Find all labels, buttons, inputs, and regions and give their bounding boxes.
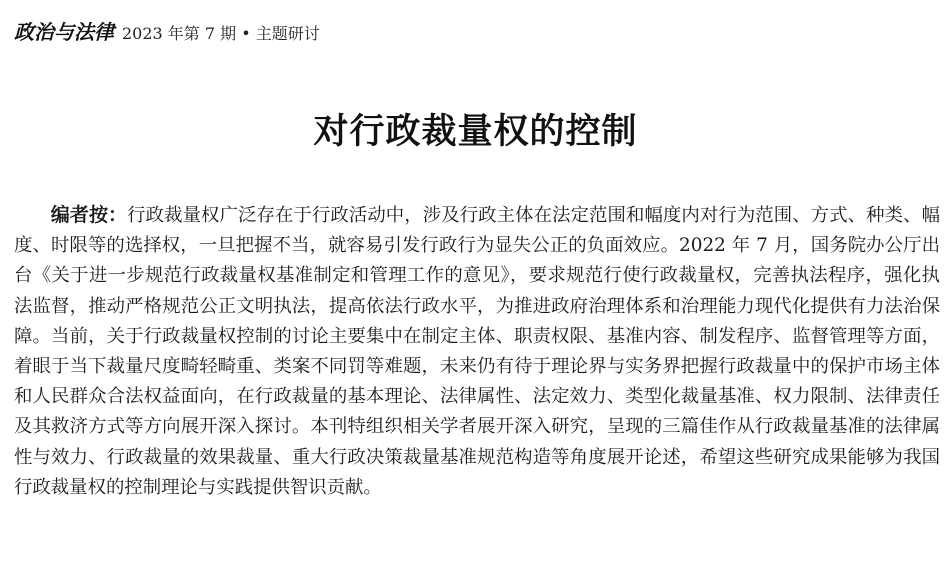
journal-logo: 政治与法律 [14,20,114,44]
running-header [14,16,320,45]
editor-note-text: 行政裁量权广泛存在于行政活动中，涉及行政主体在法定范围和幅度内对行为范围、方式、种类、幅度、时限等的选择权，一旦把握不当，就容易引发行政行为显失公正的负面效应。2022 年 7 月，国务院办公厅出台《关于进一步规范行政裁量权基准制定和管理工作的意见》，要求规范行使行政裁量权，完善执法程序，强化执法监督，推动严格规范公正文明执法，提高依法行政水平，为推进政府治理体系和治理能力现代化提供有力法治保障。当前，关于行政裁量权控制的讨论主要集中在制定主体、职责权限、基准内容、制发程序、监督管理等方面，着眼于当下裁量尺度畸轻畸重、类案不同罚等难题，未来仍有待于理论界与实务界把握行政裁量中的保护市场主体和人民群众合法权益面向，在行政裁量的基本理论、法律属性、法定效力、类型化裁量基准、权力限制、法律责任及其救济方式等方向展开深入探讨。本刊特组织相关学者展开深入研究，呈现的三篇佳作从行政裁量基准的法律属性与效力、行政裁量的效果裁量、重大行政决策裁量基准规范构造等角度展开论述，希望这些研究成果能够为我国行政裁量权的控制理论与实践提供智识贡献。 [14,205,940,498]
editor-note [14,200,940,503]
article-title: 对行政裁量权的控制 [313,112,638,152]
editor-note-label: 编者按： [50,204,128,226]
issue-info: 2023 年第 7 期 • 主题研讨 [122,24,320,43]
